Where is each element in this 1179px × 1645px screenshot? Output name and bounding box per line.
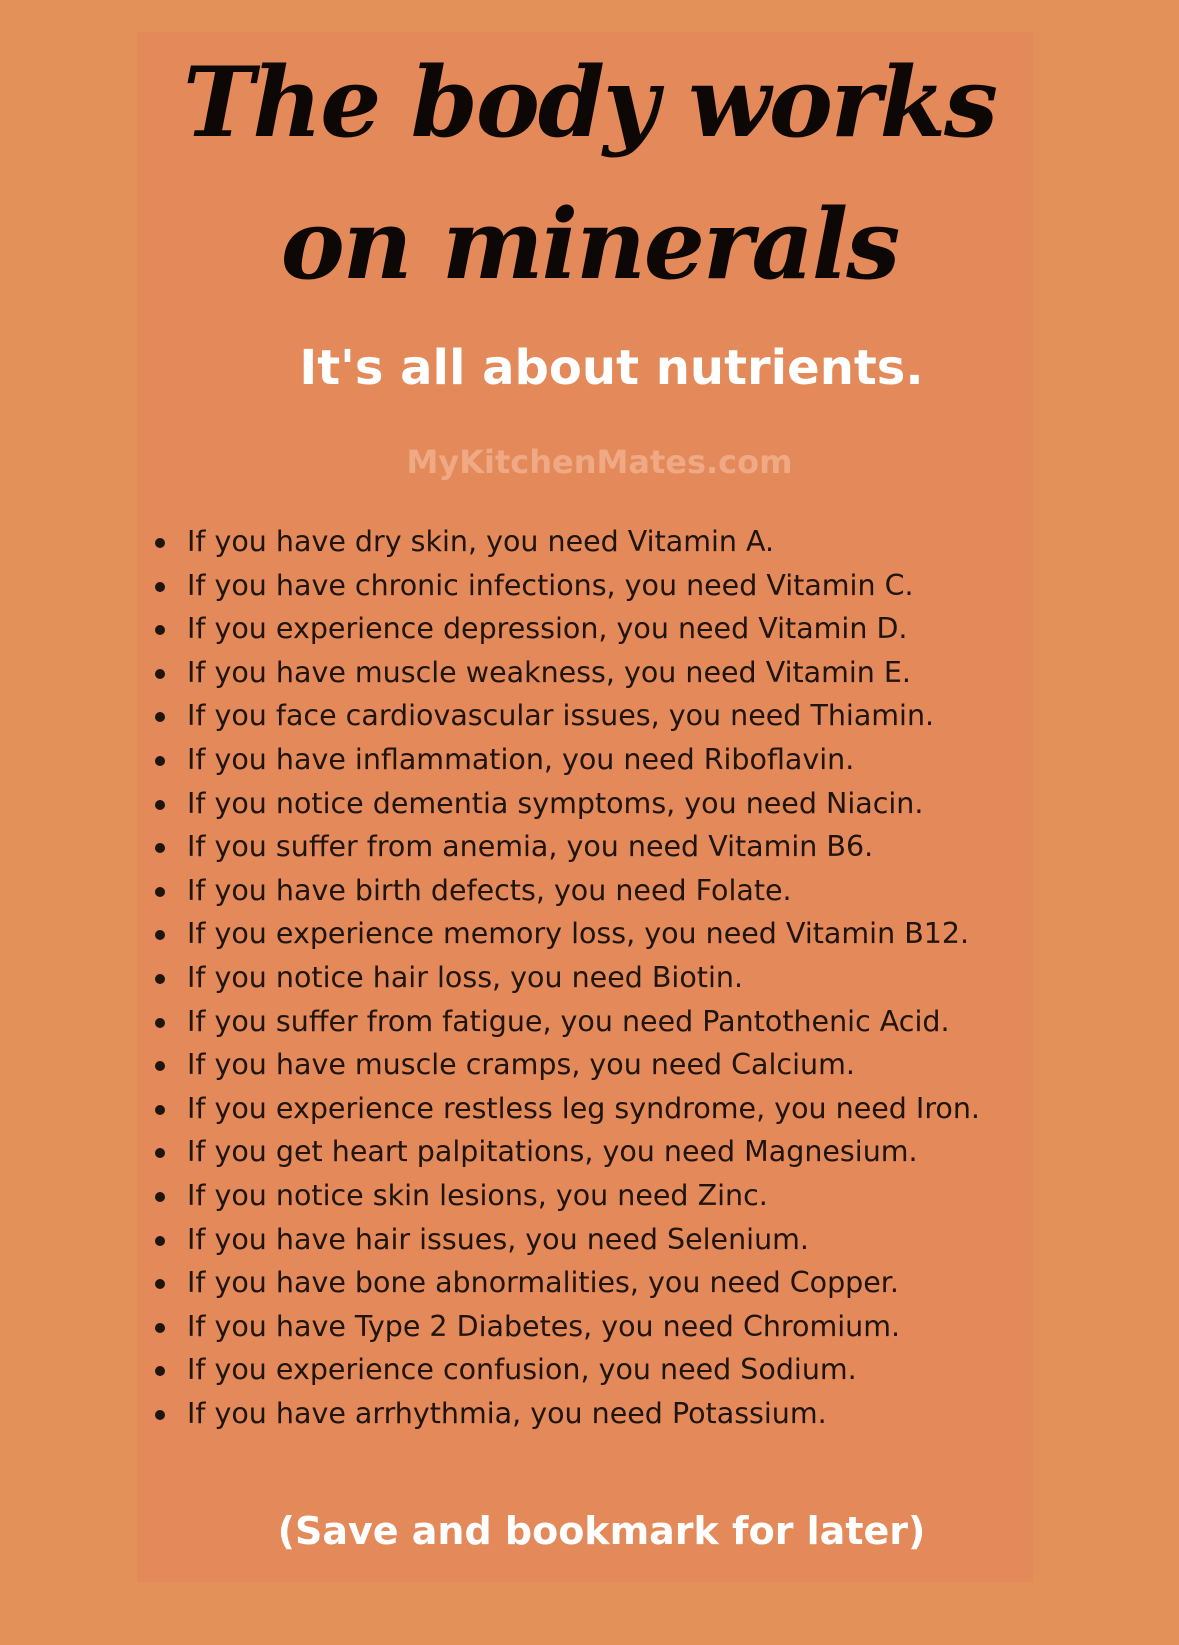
list-item-text: If you experience confusion, you need Sodium.: [187, 1353, 857, 1387]
bullet-icon: [155, 843, 165, 853]
list-item-text: If you have muscle weakness, you need Vitamin E.: [187, 655, 911, 689]
list-item-text: If you get heart palpitations, you need Magnesium.: [187, 1135, 918, 1169]
list-item-text: If you suffer from fatigue, you need Pantothenic Acid.: [187, 1004, 950, 1038]
bullet-icon: [155, 1148, 165, 1158]
list-item: [155, 782, 980, 826]
bullet-icon: [155, 1323, 165, 1333]
title-line-2: on minerals: [280, 188, 899, 301]
list-item-text: If you experience restless leg syndrome, you need Iron.: [187, 1091, 980, 1125]
list-item: [155, 825, 980, 869]
list-item-text: If you have chronic infections, you need Vitamin C.: [187, 568, 914, 602]
list-item-text: If you face cardiovascular issues, you need Thiamin.: [187, 699, 935, 733]
bullet-icon: [155, 1236, 165, 1246]
bullet-icon: [155, 1018, 165, 1028]
list-item: [155, 520, 980, 564]
footer-note: (Save and bookmark for later): [277, 1509, 926, 1553]
list-item-text: If you have dry skin, you need Vitamin A.: [187, 525, 775, 558]
title-line-1: The body works: [182, 46, 997, 159]
bullet-icon: [155, 669, 165, 679]
bullet-icon: [155, 930, 165, 940]
list-item-text: If you have inflammation, you need Riboflavin.: [187, 742, 855, 776]
list-item-text: If you have muscle cramps, you need Calcium.: [187, 1048, 855, 1082]
list-item: [155, 738, 980, 782]
bullet-icon: [155, 1366, 165, 1376]
list-item: [155, 564, 980, 608]
list-item-text: If you notice hair loss, you need Biotin.: [187, 960, 744, 994]
nutrient-list: [155, 520, 980, 1435]
subtitle: It's all about nutrients.: [299, 340, 924, 396]
list-item: [155, 1000, 980, 1044]
bullet-icon: [155, 712, 165, 722]
list-item-text: If you notice skin lesions, you need Zinc.: [187, 1178, 768, 1212]
bullet-icon: [155, 1410, 165, 1420]
bullet-icon: [155, 756, 165, 766]
bullet-icon: [155, 974, 165, 984]
list-item-text: If you notice dementia symptoms, you need Niacin.: [187, 786, 924, 820]
bullet-icon: [155, 887, 165, 897]
list-item: [155, 1130, 980, 1174]
bullet-icon: [155, 625, 165, 635]
list-item: [155, 1348, 980, 1392]
list-item: [155, 956, 980, 1000]
list-item: [155, 1261, 980, 1305]
bullet-icon: [155, 1105, 165, 1115]
list-item-text: If you suffer from anemia, you need Vitamin B6.: [187, 830, 874, 864]
list-item: [155, 1087, 980, 1131]
list-item: [155, 651, 980, 695]
list-item-text: If you have hair issues, you need Selenium.: [187, 1222, 809, 1256]
watermark: MyKitchenMates.com: [406, 443, 793, 481]
list-item: [155, 912, 980, 956]
list-item: [155, 1218, 980, 1262]
list-item-text: If you have Type 2 Diabetes, you need Chromium.: [187, 1309, 901, 1343]
list-item-text: If you have bone abnormalities, you need Copper.: [187, 1266, 899, 1300]
list-item: [155, 607, 980, 651]
list-item: [155, 1305, 980, 1349]
bullet-icon: [155, 800, 165, 810]
list-item: [155, 1043, 980, 1087]
list-item-text: If you have arrhythmia, you need Potassium.: [187, 1396, 827, 1430]
bullet-icon: [155, 582, 165, 592]
list-item-text: If you experience depression, you need Vitamin D.: [187, 612, 908, 646]
bullet-icon: [155, 1279, 165, 1289]
list-item: [155, 869, 980, 913]
list-item: [155, 694, 980, 738]
list-item-text: If you have birth defects, you need Folate.: [187, 873, 792, 907]
bullet-icon: [155, 1061, 165, 1071]
list-item-text: If you experience memory loss, you need Vitamin B12.: [187, 917, 970, 951]
list-item: [155, 1392, 980, 1436]
bullet-icon: [155, 538, 165, 548]
list-item: [155, 1174, 980, 1218]
bullet-icon: [155, 1192, 165, 1202]
